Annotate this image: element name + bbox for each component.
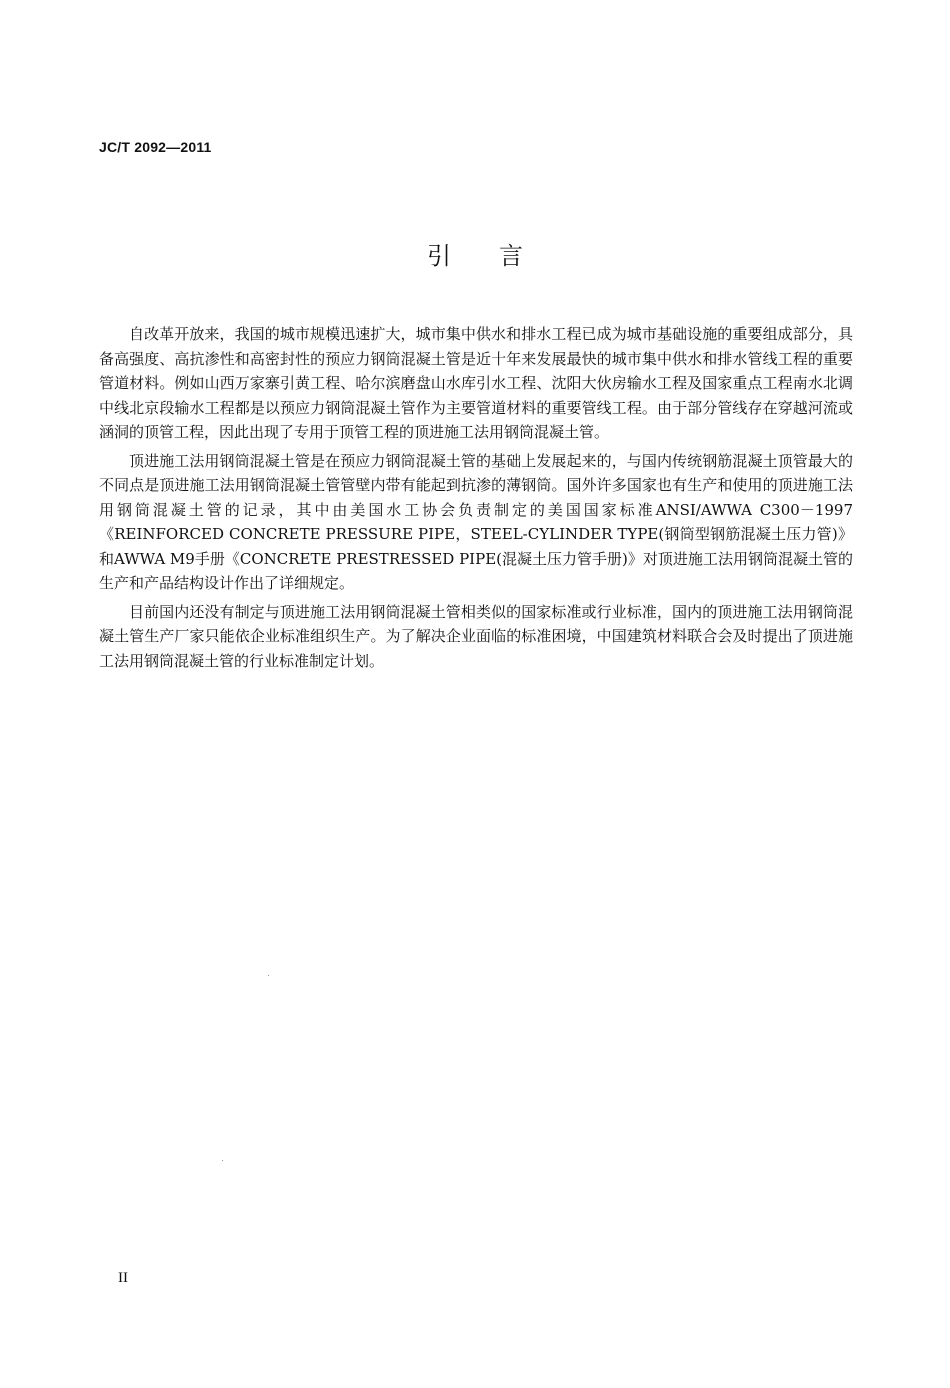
scan-speck: [222, 1160, 223, 1161]
page-number: II: [118, 1270, 128, 1286]
introduction-body: [99, 322, 853, 677]
page-title: 引言: [427, 242, 571, 270]
paragraph-2: 顶进施工法用钢筒混凝土管是在预应力钢筒混凝土管的基础上发展起来的，与国内传统钢筋混凝土顶管最大的不同点是顶进施工法用钢筒混凝土管管壁内带有能起到抗渗的薄钢筒。国外许多国家也有生产和使用的顶进施工法用钢筒混凝土管的记录，其中由美国水工协会负责制定的美国国家标准ANSI/AWWA C300－1997《REINFORCED CONCRETE PRESSURE PIPE，STEEL-CYLINDER TYPE(钢筒型钢筋混凝土压力管)》和AWWA M9手册《CONCRETE PRESTRESSED PIPE(混凝土压力管手册)》对顶进施工法用钢筒混凝土管的生产和产品结构设计作出了详细规定。: [99, 451, 853, 592]
scan-speck: [268, 975, 269, 976]
paragraph-3: 目前国内还没有制定与顶进施工法用钢筒混凝土管相类似的国家标准或行业标准，国内的顶进施工法用钢筒混凝土管生产厂家只能依企业标准组织生产。为了解决企业面临的标准困境，中国建筑材料联合会及时提出了顶进施工法用钢筒混凝土管的行业标准制定计划。: [99, 602, 853, 670]
paragraph-1: 自改革开放来，我国的城市规模迅速扩大，城市集中供水和排水工程已成为城市基础设施的重要组成部分，具备高强度、高抗渗性和高密封性的预应力钢筒混凝土管是近十年来发展最快的城市集中供水和排水管线工程的重要管道材料。例如山西万家寨引黄工程、哈尔滨磨盘山水库引水工程、沈阳大伙房输水工程及国家重点工程南水北调中线北京段输水工程都是以预应力钢筒混凝土管作为主要管道材料的重要管线工程。由于部分管线存在穿越河流或涵洞的顶管工程，因此出现了专用于顶管工程的顶进施工法用钢筒混凝土管。: [99, 325, 853, 441]
document-code: JC/T 2092—2011: [99, 139, 212, 155]
